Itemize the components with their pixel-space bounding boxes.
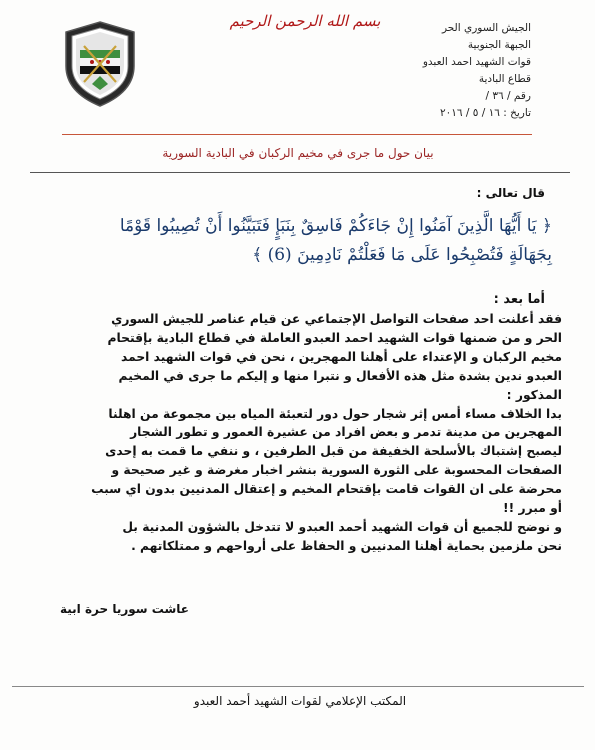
subject-divider — [30, 172, 570, 173]
footer-divider — [12, 686, 584, 687]
media-office-footer: المكتب الإعلامي لقوات الشهيد أحمد العبدو — [193, 694, 407, 708]
organization-header — [301, 20, 531, 122]
org-line-front: الجبهة الجنوبية — [467, 39, 531, 51]
document-number: رقم / ٣٦ / — [485, 90, 531, 102]
body-line: الصفحات المحسوبة على الثورة السورية بنشر اخبار مغرضة و غير صحيحة و — [111, 463, 562, 478]
org-line-army: الجيش السوري الحر — [441, 22, 531, 34]
statement-subject: بيان حول ما جرى في مخيم الركبان في البادية السورية — [162, 146, 434, 160]
body-line: العبدو ندين بشدة مثل هذه الأفعال و نتبرا منها و إليكم ما جرى في المخيم — [118, 368, 562, 383]
org-line-forces: قوات الشهيد احمد العبدو — [422, 56, 531, 68]
body-line: فقد أعلنت احد صفحات التواصل الإجتماعي عن قيام عناصر للجيش السوري — [111, 312, 562, 326]
amma-baad-heading: أما بعد : — [493, 292, 545, 307]
org-line-sector: قطاع البادية — [478, 73, 531, 85]
body-line: نحن ملزمين بحماية أهلنا المدنيين و الحفاظ على أرواحهم و ممتلكاتهم . — [131, 538, 562, 553]
body-line: ليصبح إشتباك بالأسلحة الخفيفة من قبل الطرفين ، و ننفي ما قمت به إحدى — [105, 444, 562, 459]
body-line: المهجرين من مدينة تدمر و بعض افراد من عشيرة العمور و تطور الشجار — [130, 425, 562, 440]
statement-body — [36, 310, 562, 556]
body-line: و نوضح للجميع أن قوات الشهيد أحمد العبدو لا تتدخل بالشؤون المدنية بل — [122, 519, 562, 534]
quran-verse — [42, 212, 552, 270]
faction-emblem-logo — [62, 20, 138, 108]
closing-slogan: عاشت سوريا حرة ابية — [60, 602, 189, 616]
bismillah-header: بسم الله الرحمن الرحيم — [229, 12, 381, 30]
header-divider — [62, 134, 532, 135]
verse-line: بِجَهَالَةٍ فَتُصْبِحُوا عَلَى مَا فَعَلْتُمْ نَادِمِينَ (6) ﴾ — [252, 245, 552, 265]
verse-line: ﴿ يَا أَيُّهَا الَّذِينَ آمَنُوا إِنْ جَاءَكُمْ فَاسِقٌ بِنَبَإٍ فَتَبَيَّنُوا أَنْ تُصِيبُوا قَوْمًا — [119, 216, 552, 236]
body-line: الحر و من ضمنها قوات الشهيد احمد العبدو العاملة في قطاع البادية بإقتحام — [107, 330, 562, 345]
body-line: مخيم الركبان و الإعتداء على أهلنا المهجرين ، نحن في قوات الشهيد احمد — [120, 349, 562, 364]
body-line: محرضة على ان القوات قامت بإقتحام المخيم و إعتقال المدنيين بدون اي سبب — [91, 482, 562, 497]
document-date: تاريخ : ١٦ / ٥ / ٢٠١٦ — [439, 107, 531, 119]
body-line: بدا الخلاف مساء أمس إثر شجار حول دور لتعبئة المياه بين مجموعة من اهلنا — [108, 406, 562, 421]
body-line: أو مبرر !! — [503, 501, 562, 516]
quote-intro: قال تعالى : — [476, 186, 545, 200]
body-line: المذكور : — [506, 387, 562, 402]
